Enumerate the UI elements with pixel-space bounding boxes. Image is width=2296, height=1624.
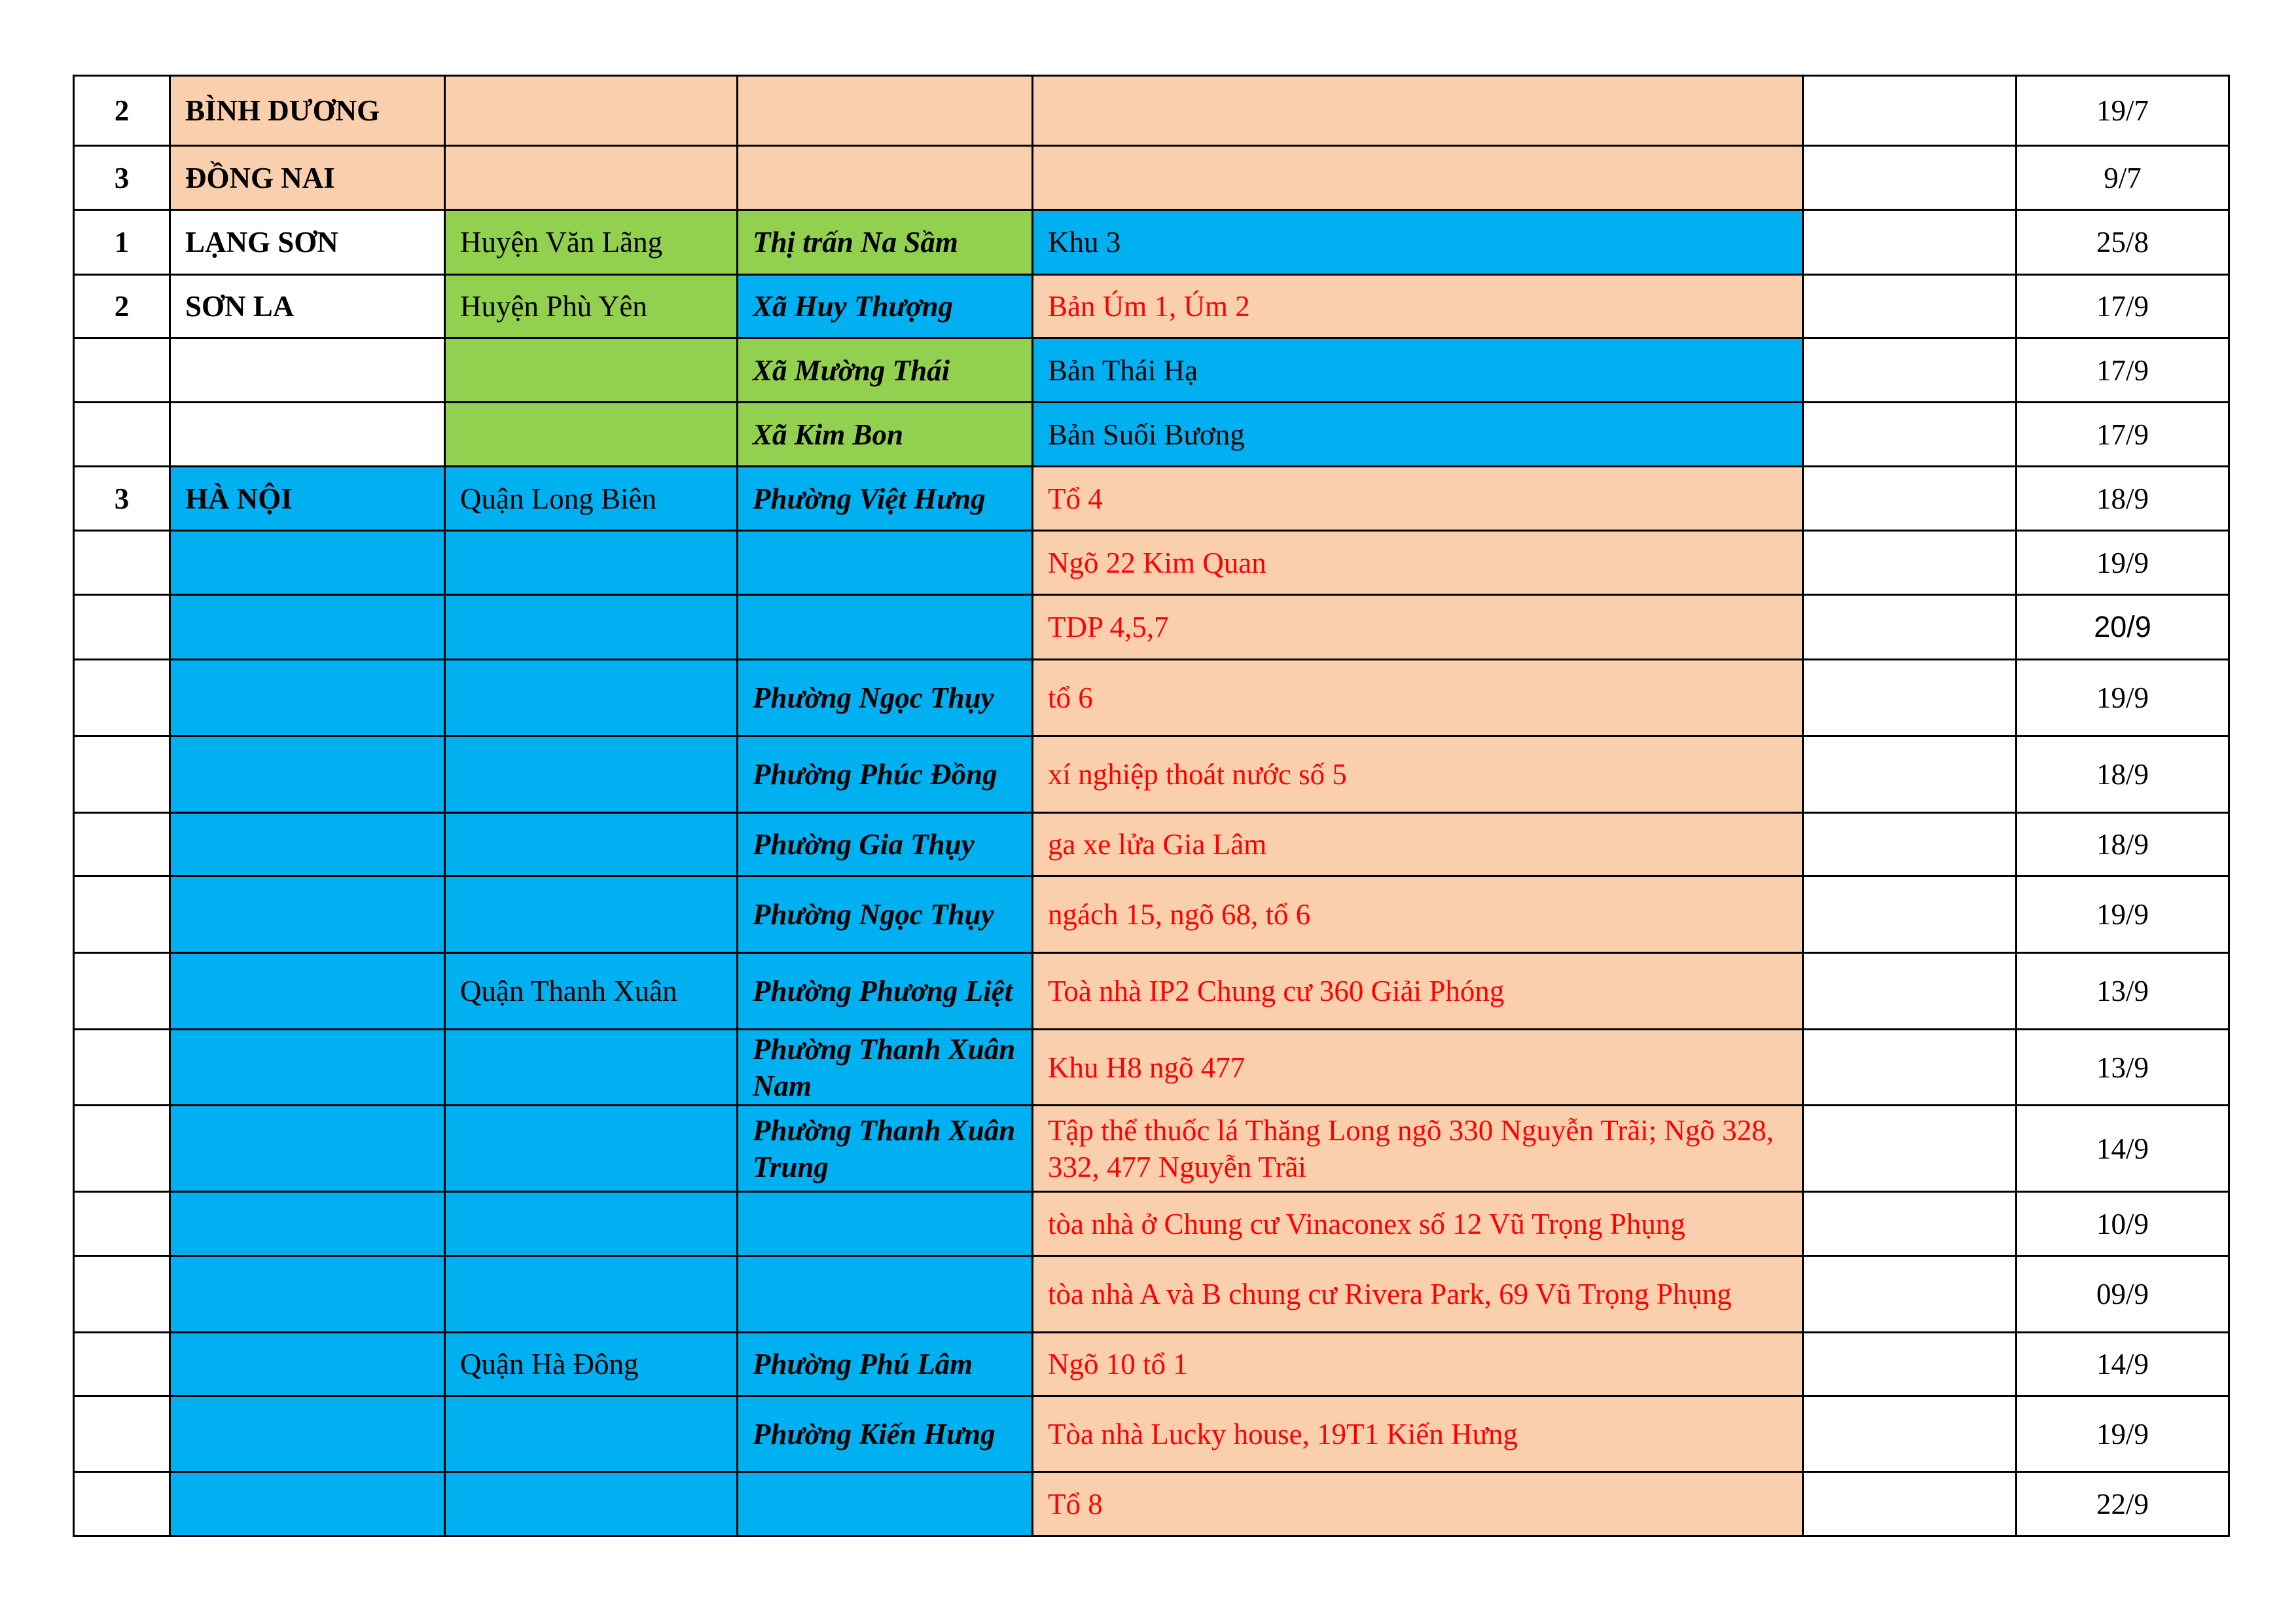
cell-ward: Phường Thanh Xuân Trung bbox=[738, 1106, 1033, 1192]
cell-date: 18/9 bbox=[2017, 813, 2229, 876]
table-row bbox=[74, 1333, 2229, 1396]
cell-date: 19/7 bbox=[2017, 76, 2229, 146]
cell-area: Bản Úm 1, Úm 2 bbox=[1033, 275, 1803, 338]
outbreak-table bbox=[73, 75, 2230, 1537]
table-row bbox=[74, 338, 2229, 403]
cell-date: 9/7 bbox=[2017, 146, 2229, 210]
cell-district: Quận Hà Đông bbox=[445, 1333, 738, 1396]
cell-area: TDP 4,5,7 bbox=[1033, 595, 1803, 660]
cell-province bbox=[170, 1396, 445, 1472]
cell-province bbox=[170, 531, 445, 595]
cell-no bbox=[74, 531, 170, 595]
cell-district bbox=[445, 876, 738, 953]
cell-province bbox=[170, 403, 445, 467]
cell-blank bbox=[1803, 953, 2017, 1030]
table-row bbox=[74, 403, 2229, 467]
cell-district bbox=[445, 403, 738, 467]
cell-area: tòa nhà ở Chung cư Vinaconex số 12 Vũ Trọng Phụng bbox=[1033, 1192, 1803, 1256]
table-row bbox=[74, 1030, 2229, 1106]
cell-no bbox=[74, 1256, 170, 1333]
cell-no: 3 bbox=[74, 467, 170, 531]
cell-date: 17/9 bbox=[2017, 403, 2229, 467]
cell-area: ngách 15, ngõ 68, tổ 6 bbox=[1033, 876, 1803, 953]
cell-no bbox=[74, 595, 170, 660]
cell-no bbox=[74, 736, 170, 813]
cell-no bbox=[74, 876, 170, 953]
table-row bbox=[74, 531, 2229, 595]
cell-ward: Xã Kim Bon bbox=[738, 403, 1033, 467]
cell-area: Toà nhà IP2 Chung cư 360 Giải Phóng bbox=[1033, 953, 1803, 1030]
cell-area bbox=[1033, 146, 1803, 210]
table-row bbox=[74, 1106, 2229, 1192]
cell-area: ga xe lửa Gia Lâm bbox=[1033, 813, 1803, 876]
cell-district bbox=[445, 338, 738, 403]
cell-ward bbox=[738, 595, 1033, 660]
cell-area: tòa nhà A và B chung cư Rivera Park, 69 Vũ Trọng Phụng bbox=[1033, 1256, 1803, 1333]
cell-blank bbox=[1803, 813, 2017, 876]
cell-area: Khu H8 ngõ 477 bbox=[1033, 1030, 1803, 1106]
cell-province bbox=[170, 1106, 445, 1192]
cell-date: 19/9 bbox=[2017, 876, 2229, 953]
cell-ward: Phường Ngọc Thụy bbox=[738, 876, 1033, 953]
cell-ward: Phường Gia Thụy bbox=[738, 813, 1033, 876]
cell-province: SƠN LA bbox=[170, 275, 445, 338]
cell-date: 25/8 bbox=[2017, 210, 2229, 275]
cell-blank bbox=[1803, 210, 2017, 275]
cell-area: Tổ 4 bbox=[1033, 467, 1803, 531]
cell-district bbox=[445, 1472, 738, 1536]
cell-blank bbox=[1803, 1256, 2017, 1333]
cell-date: 19/9 bbox=[2017, 531, 2229, 595]
cell-blank bbox=[1803, 76, 2017, 146]
cell-province bbox=[170, 1333, 445, 1396]
cell-district bbox=[445, 531, 738, 595]
cell-ward: Phường Kiến Hưng bbox=[738, 1396, 1033, 1472]
cell-province bbox=[170, 1256, 445, 1333]
cell-ward: Phường Phú Lâm bbox=[738, 1333, 1033, 1396]
cell-ward bbox=[738, 1472, 1033, 1536]
cell-date: 17/9 bbox=[2017, 275, 2229, 338]
cell-date: 18/9 bbox=[2017, 736, 2229, 813]
cell-province: LẠNG SƠN bbox=[170, 210, 445, 275]
cell-ward bbox=[738, 1192, 1033, 1256]
cell-province bbox=[170, 876, 445, 953]
cell-area bbox=[1033, 76, 1803, 146]
cell-blank bbox=[1803, 403, 2017, 467]
cell-area: Bản Suối Bương bbox=[1033, 403, 1803, 467]
cell-district bbox=[445, 1106, 738, 1192]
cell-district bbox=[445, 1396, 738, 1472]
cell-no: 1 bbox=[74, 210, 170, 275]
cell-no bbox=[74, 1106, 170, 1192]
table-row bbox=[74, 467, 2229, 531]
table-row bbox=[74, 76, 2229, 146]
table-row bbox=[74, 660, 2229, 736]
cell-district bbox=[445, 1030, 738, 1106]
cell-blank bbox=[1803, 1472, 2017, 1536]
cell-date: 19/9 bbox=[2017, 660, 2229, 736]
table-row bbox=[74, 1472, 2229, 1536]
cell-district bbox=[445, 1192, 738, 1256]
cell-area: tổ 6 bbox=[1033, 660, 1803, 736]
table-row bbox=[74, 595, 2229, 660]
cell-no: 2 bbox=[74, 76, 170, 146]
cell-district bbox=[445, 76, 738, 146]
cell-date: 18/9 bbox=[2017, 467, 2229, 531]
cell-ward: Xã Huy Thượng bbox=[738, 275, 1033, 338]
cell-no bbox=[74, 1192, 170, 1256]
cell-blank bbox=[1803, 275, 2017, 338]
cell-date: 13/9 bbox=[2017, 953, 2229, 1030]
table-row bbox=[74, 275, 2229, 338]
cell-ward: Thị trấn Na Sầm bbox=[738, 210, 1033, 275]
cell-province: BÌNH DƯƠNG bbox=[170, 76, 445, 146]
cell-no: 3 bbox=[74, 146, 170, 210]
cell-ward: Phường Ngọc Thụy bbox=[738, 660, 1033, 736]
cell-date: 10/9 bbox=[2017, 1192, 2229, 1256]
cell-area: Tập thể thuốc lá Thăng Long ngõ 330 Nguyễn Trãi; Ngõ 328, 332, 477 Nguyễn Trãi bbox=[1033, 1106, 1803, 1192]
cell-no bbox=[74, 1030, 170, 1106]
cell-blank bbox=[1803, 1192, 2017, 1256]
cell-no: 2 bbox=[74, 275, 170, 338]
cell-date: 17/9 bbox=[2017, 338, 2229, 403]
cell-ward: Xã Mường Thái bbox=[738, 338, 1033, 403]
cell-blank bbox=[1803, 876, 2017, 953]
cell-province bbox=[170, 953, 445, 1030]
cell-district: Huyện Phù Yên bbox=[445, 275, 738, 338]
table-row bbox=[74, 813, 2229, 876]
cell-no bbox=[74, 1472, 170, 1536]
cell-no bbox=[74, 403, 170, 467]
cell-province bbox=[170, 1030, 445, 1106]
cell-ward bbox=[738, 146, 1033, 210]
cell-blank bbox=[1803, 1030, 2017, 1106]
cell-no bbox=[74, 953, 170, 1030]
cell-ward bbox=[738, 1256, 1033, 1333]
cell-district: Huyện Văn Lãng bbox=[445, 210, 738, 275]
cell-area: Khu 3 bbox=[1033, 210, 1803, 275]
cell-blank bbox=[1803, 660, 2017, 736]
cell-province bbox=[170, 736, 445, 813]
cell-province: HÀ NỘI bbox=[170, 467, 445, 531]
cell-province bbox=[170, 338, 445, 403]
table-row bbox=[74, 210, 2229, 275]
table-row bbox=[74, 1396, 2229, 1472]
cell-date: 09/9 bbox=[2017, 1256, 2229, 1333]
cell-ward: Phường Phúc Đồng bbox=[738, 736, 1033, 813]
cell-blank bbox=[1803, 338, 2017, 403]
cell-district bbox=[445, 146, 738, 210]
cell-date: 14/9 bbox=[2017, 1333, 2229, 1396]
cell-blank bbox=[1803, 467, 2017, 531]
cell-area: xí nghiệp thoát nước số 5 bbox=[1033, 736, 1803, 813]
cell-province bbox=[170, 1192, 445, 1256]
table-row bbox=[74, 1256, 2229, 1333]
cell-ward bbox=[738, 76, 1033, 146]
cell-province: ĐỒNG NAI bbox=[170, 146, 445, 210]
cell-blank bbox=[1803, 531, 2017, 595]
cell-district bbox=[445, 813, 738, 876]
cell-province bbox=[170, 660, 445, 736]
cell-province bbox=[170, 1472, 445, 1536]
cell-no bbox=[74, 338, 170, 403]
cell-blank bbox=[1803, 595, 2017, 660]
cell-province bbox=[170, 813, 445, 876]
table-row bbox=[74, 876, 2229, 953]
cell-district bbox=[445, 736, 738, 813]
cell-ward: Phường Việt Hưng bbox=[738, 467, 1033, 531]
cell-ward: Phường Thanh Xuân Nam bbox=[738, 1030, 1033, 1106]
table-row bbox=[74, 953, 2229, 1030]
cell-blank bbox=[1803, 736, 2017, 813]
cell-blank bbox=[1803, 146, 2017, 210]
table-row bbox=[74, 736, 2229, 813]
cell-area: Tổ 8 bbox=[1033, 1472, 1803, 1536]
cell-area: Bản Thái Hạ bbox=[1033, 338, 1803, 403]
cell-area: Ngõ 22 Kim Quan bbox=[1033, 531, 1803, 595]
table-row bbox=[74, 1192, 2229, 1256]
cell-district: Quận Thanh Xuân bbox=[445, 953, 738, 1030]
cell-date: 20/9 bbox=[2017, 595, 2229, 660]
cell-district bbox=[445, 660, 738, 736]
cell-no bbox=[74, 813, 170, 876]
cell-district: Quận Long Biên bbox=[445, 467, 738, 531]
cell-date: 22/9 bbox=[2017, 1472, 2229, 1536]
cell-ward bbox=[738, 531, 1033, 595]
cell-area: Ngõ 10 tổ 1 bbox=[1033, 1333, 1803, 1396]
cell-ward: Phường Phương Liệt bbox=[738, 953, 1033, 1030]
cell-date: 13/9 bbox=[2017, 1030, 2229, 1106]
cell-no bbox=[74, 660, 170, 736]
cell-province bbox=[170, 595, 445, 660]
cell-date: 14/9 bbox=[2017, 1106, 2229, 1192]
cell-no bbox=[74, 1396, 170, 1472]
table-row bbox=[74, 146, 2229, 210]
cell-blank bbox=[1803, 1396, 2017, 1472]
cell-no bbox=[74, 1333, 170, 1396]
cell-district bbox=[445, 595, 738, 660]
cell-blank bbox=[1803, 1333, 2017, 1396]
cell-area: Tòa nhà Lucky house, 19T1 Kiến Hưng bbox=[1033, 1396, 1803, 1472]
cell-date: 19/9 bbox=[2017, 1396, 2229, 1472]
cell-blank bbox=[1803, 1106, 2017, 1192]
cell-district bbox=[445, 1256, 738, 1333]
